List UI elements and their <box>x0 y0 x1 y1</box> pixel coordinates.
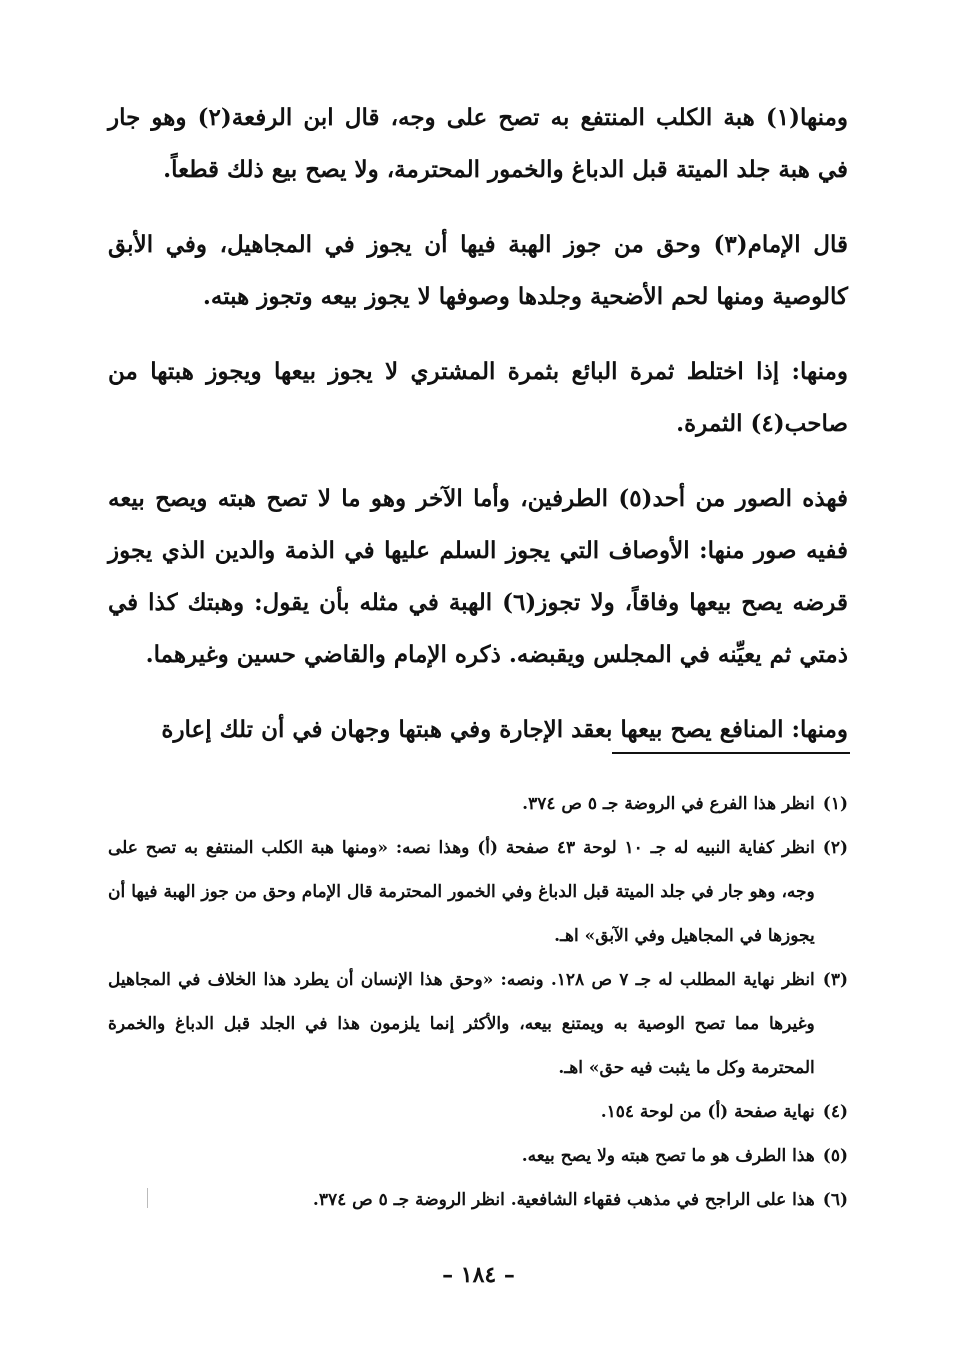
footnote-text: نهاية صفحة (أ) من لوحة ١٥٤. <box>600 1102 815 1122</box>
footnotes <box>108 782 848 1222</box>
paragraph-2: قال الإمام(٣) وحق من جوز الهبة فيها أن يجوز في المجاهيل، وفي الأبق كالوصية ومنها لحم الأضحية وجلدها وصوفها لا يجوز بيعه وتجوز هبته. <box>108 231 848 310</box>
footnote-4 <box>108 1090 848 1134</box>
footnote-text: هذا على الراجح في مذهب فقهاء الشافعية. انظر الروضة جـ ٥ ص ٣٧٤. <box>312 1190 815 1210</box>
footnote-text: انظر كفاية النبيه له جـ ١٠ لوحة ٤٣ صفحة (أ) وهذا نصه: «ومنها هبة الكلب المنتفع به تصح على وجه، وهو جار في جلد الميتة قبل الدباغ وفي الخمور المحترمة قال الإمام وحق من جوز الهبة فيها أن يجوزها في المجاهيل وفي الآبق» اهـ. <box>108 838 815 946</box>
paragraph-3: ومنها: إذا اختلط ثمرة البائع بثمرة المشتري لا يجوز بيعها ويجوز هبتها من صاحب(٤) الثمرة. <box>108 358 848 437</box>
margin-mark <box>147 1188 148 1208</box>
footnote-5 <box>108 1134 848 1178</box>
footnote-number: (٦) <box>822 1190 848 1210</box>
footnote-text: انظر هذا الفرع في الروضة جـ ٥ ص ٣٧٤. <box>522 794 815 814</box>
main-text <box>108 92 848 779</box>
page-number: – ١٨٤ – <box>442 1262 515 1288</box>
footnote-3 <box>108 958 848 1090</box>
footnote-1 <box>108 782 848 826</box>
paragraph-5: ومنها: المنافع يصح بيعها بعقد الإجارة وفي هبتها وجهان في أن تلك إعارة <box>161 716 848 743</box>
footnote-text: هذا الطرف هو ما تصح هبته ولا يصح بيعه. <box>521 1146 815 1166</box>
footnote-number: (٢) <box>822 838 848 858</box>
footnote-number: (٤) <box>822 1102 848 1122</box>
footnote-2 <box>108 826 848 958</box>
footnote-number: (٣) <box>822 970 848 990</box>
footnote-separator <box>612 752 850 754</box>
paragraph-4: فهذه الصور من أحد(٥) الطرفين، وأما الآخر وهو ما لا تصح هبته ويصح بيعه ففيه صور منها: الأوصاف التي يجوز السلم عليها في الذمة والدين الذي يجوز قرضه يصح بيعها وفاقاً، ولا تجوز(٦) الهبة في مثله بأن يقول: وهبتك كذا في ذمتي ثم يعيِّنه في المجلس ويقبضه. ذكره الإمام والقاضي حسين وغيرهما. <box>108 485 848 668</box>
footnote-6 <box>108 1178 848 1222</box>
paragraph-1: ومنها(١) هبة الكلب المنتفع به تصح على وجه، قال ابن الرفعة(٢) وهو جار في هبة جلد الميتة قبل الدباغ والخمور المحترمة، ولا يصح بيع ذلك قطعاً. <box>108 104 848 183</box>
footnote-text: انظر نهاية المطلب له جـ ٧ ص ١٢٨. ونصه: «وحق هذا الإنسان أن يطرد هذا الخلاف في المجاهيل وغيرها مما تصح الوصية به ويمتنع بيعه، والأكثر إنما يلزمون هذا في الجلد قبل الدباغ والخمرة المحترمة وكل ما يثبت فيه حق» اهـ. <box>108 970 815 1078</box>
footnote-number: (٥) <box>822 1146 848 1166</box>
footnote-number: (١) <box>822 794 848 814</box>
